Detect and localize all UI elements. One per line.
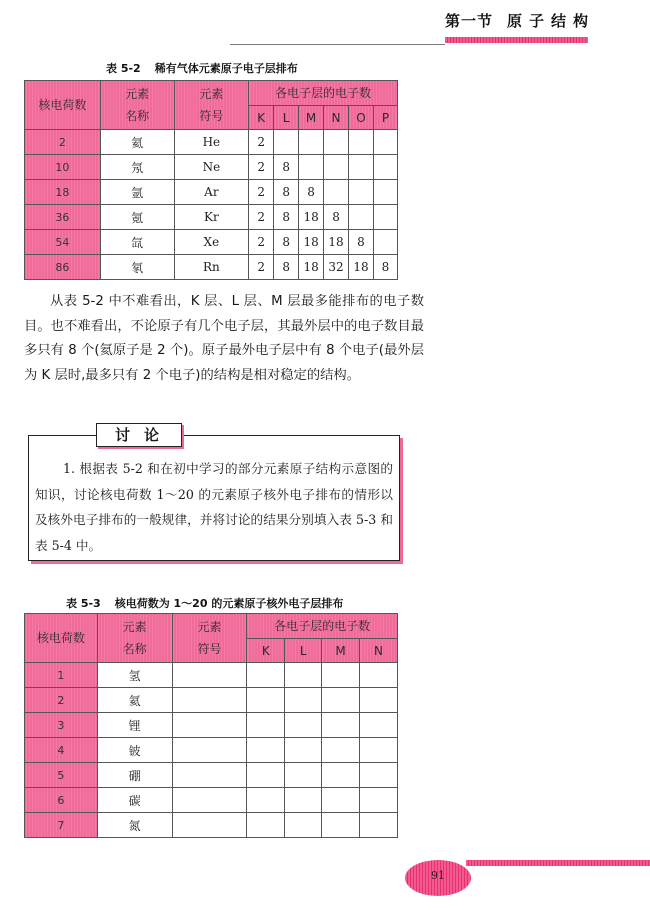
cell-symbol[interactable] <box>172 788 247 813</box>
cell-symbol[interactable] <box>172 663 247 688</box>
caption-number: 表 5-2 <box>106 62 141 75</box>
header-shell-p: P <box>373 106 397 130</box>
cell-n <box>324 155 349 180</box>
cell-name: 氙 <box>100 230 174 255</box>
cell-charge: 54 <box>25 230 101 255</box>
page-number: 91 <box>431 869 445 882</box>
cell-k[interactable] <box>247 713 285 738</box>
cell-charge: 10 <box>25 155 101 180</box>
header-shell-n: N <box>360 639 398 663</box>
cell-l[interactable] <box>285 688 322 713</box>
cell-symbol[interactable] <box>172 813 247 838</box>
table-row <box>25 255 398 280</box>
cell-l[interactable] <box>285 763 322 788</box>
header-shell-l: L <box>285 639 322 663</box>
cell-n <box>324 180 349 205</box>
caption-title: 稀有气体元素原子电子层排布 <box>154 62 298 75</box>
header-shells-group: 各电子层的电子数 <box>249 81 398 106</box>
cell-symbol[interactable] <box>172 713 247 738</box>
section-title: 原子结构 <box>507 12 596 30</box>
header-divider <box>230 44 445 45</box>
cell-p: 8 <box>373 255 397 280</box>
cell-charge: 2 <box>25 688 98 713</box>
cell-o: 8 <box>349 230 374 255</box>
header-shell-k: K <box>247 639 285 663</box>
header-element-symbol: 元素 符号 <box>174 81 249 130</box>
cell-o: 18 <box>349 255 374 280</box>
cell-n[interactable] <box>360 788 398 813</box>
caption-title: 核电荷数为 1～20 的元素原子核外电子层排布 <box>114 597 344 610</box>
cell-n[interactable] <box>360 688 398 713</box>
cell-m: 18 <box>299 205 324 230</box>
footer-pink-stripe <box>466 860 650 866</box>
cell-k: 2 <box>249 180 274 205</box>
cell-charge: 86 <box>25 255 101 280</box>
cell-p <box>373 180 397 205</box>
cell-k: 2 <box>249 155 274 180</box>
cell-name: 铍 <box>97 738 172 763</box>
cell-p <box>373 230 397 255</box>
header-element-name: 元素 名称 <box>97 614 172 663</box>
cell-k: 2 <box>249 230 274 255</box>
cell-name: 氪 <box>100 205 174 230</box>
cell-m[interactable] <box>322 713 360 738</box>
cell-l: 8 <box>274 155 299 180</box>
table-row <box>25 130 398 155</box>
body-paragraph: 从表 5-2 中不难看出，K 层、L 层、M 层最多能排布的电子数目。也不难看出，不论原子有几个电子层，其最外层中的电子数目最多只有 8 个(氦原子是 2 个)。原子最外电子层中有 8 个电子(最外层为 K 层时,最多只有 2 个电子)的结构是相对稳定的结构。 <box>24 294 424 383</box>
cell-n[interactable] <box>360 763 398 788</box>
cell-charge: 6 <box>25 788 98 813</box>
cell-name: 氦 <box>97 688 172 713</box>
cell-n: 18 <box>324 230 349 255</box>
cell-l[interactable] <box>285 813 322 838</box>
cell-charge: 7 <box>25 813 98 838</box>
cell-name: 氖 <box>100 155 174 180</box>
cell-k: 2 <box>249 255 274 280</box>
header-shell-o: O <box>349 106 374 130</box>
cell-k[interactable] <box>247 663 285 688</box>
cell-charge: 36 <box>25 205 101 230</box>
chapter-section-title <box>445 10 595 31</box>
cell-symbol[interactable] <box>172 738 247 763</box>
cell-n[interactable] <box>360 813 398 838</box>
header-element-symbol: 元素 符号 <box>172 614 247 663</box>
cell-o <box>349 155 374 180</box>
cell-k: 2 <box>249 205 274 230</box>
cell-symbol: Xe <box>174 230 249 255</box>
table-row <box>25 688 398 713</box>
cell-p <box>373 130 397 155</box>
cell-charge: 4 <box>25 738 98 763</box>
cell-m: 18 <box>299 230 324 255</box>
cell-symbol[interactable] <box>172 688 247 713</box>
cell-m[interactable] <box>322 763 360 788</box>
cell-name: 硼 <box>97 763 172 788</box>
table-row <box>25 205 398 230</box>
cell-symbol: He <box>174 130 249 155</box>
cell-n[interactable] <box>360 738 398 763</box>
table-5-2-caption <box>106 60 298 76</box>
cell-l: 8 <box>274 205 299 230</box>
cell-symbol: Kr <box>174 205 249 230</box>
header-shells-group: 各电子层的电子数 <box>247 614 398 639</box>
header-shell-n: N <box>324 106 349 130</box>
cell-name: 碳 <box>97 788 172 813</box>
caption-number: 表 5-3 <box>66 597 101 610</box>
header-element-name: 元素 名称 <box>100 81 174 130</box>
cell-l: 8 <box>274 180 299 205</box>
noble-gas-electron-table <box>24 80 398 280</box>
header-shell-k: K <box>249 106 274 130</box>
cell-l: 8 <box>274 255 299 280</box>
table-row <box>25 713 398 738</box>
cell-o <box>349 130 374 155</box>
cell-m[interactable] <box>322 738 360 763</box>
cell-p <box>373 205 397 230</box>
table-row <box>25 180 398 205</box>
table-row <box>25 230 398 255</box>
header-shell-m: M <box>299 106 324 130</box>
cell-p <box>373 155 397 180</box>
header-pink-stripe <box>445 37 588 43</box>
header-charge: 核电荷数 <box>25 81 101 130</box>
table-row <box>25 738 398 763</box>
electron-shell-fill-table <box>24 613 398 838</box>
cell-symbol[interactable] <box>172 763 247 788</box>
cell-l: 8 <box>274 230 299 255</box>
cell-n <box>324 130 349 155</box>
cell-name: 氦 <box>100 130 174 155</box>
cell-name: 氡 <box>100 255 174 280</box>
cell-charge: 2 <box>25 130 101 155</box>
table-row <box>25 663 398 688</box>
cell-charge: 18 <box>25 180 101 205</box>
discussion-label: 讨论 <box>96 423 182 447</box>
cell-symbol: Ar <box>174 180 249 205</box>
table-row <box>25 763 398 788</box>
cell-l[interactable] <box>285 738 322 763</box>
cell-m <box>299 155 324 180</box>
cell-name: 氢 <box>97 663 172 688</box>
cell-n: 8 <box>324 205 349 230</box>
cell-charge: 5 <box>25 763 98 788</box>
cell-name: 氩 <box>100 180 174 205</box>
discussion-box <box>28 435 400 561</box>
cell-charge: 3 <box>25 713 98 738</box>
cell-m[interactable] <box>322 813 360 838</box>
cell-name: 锂 <box>97 713 172 738</box>
cell-n[interactable] <box>360 663 398 688</box>
discussion-text: 1. 根据表 5-2 和在初中学习的部分元素原子结构示意图的知识，讨论核电荷数 1～20 的元素原子核外电子排布的情形以及核外电子排布的一般规律，并将讨论的结果分别填入表 5-3 和表 5-4 中。 <box>35 461 393 553</box>
table-5-3-caption <box>66 595 343 611</box>
header-shell-m: M <box>322 639 360 663</box>
cell-m[interactable] <box>322 663 360 688</box>
cell-n[interactable] <box>360 713 398 738</box>
cell-m <box>299 130 324 155</box>
cell-symbol: Rn <box>174 255 249 280</box>
cell-name: 氮 <box>97 813 172 838</box>
cell-symbol: Ne <box>174 155 249 180</box>
page-number-badge <box>405 860 471 896</box>
section-number: 第一节 <box>445 12 494 30</box>
table-row <box>25 788 398 813</box>
cell-m: 18 <box>299 255 324 280</box>
cell-o <box>349 205 374 230</box>
cell-m[interactable] <box>322 788 360 813</box>
cell-n: 32 <box>324 255 349 280</box>
cell-l[interactable] <box>285 788 322 813</box>
cell-k[interactable] <box>247 738 285 763</box>
cell-k[interactable] <box>247 763 285 788</box>
table-row <box>25 813 398 838</box>
cell-k[interactable] <box>247 688 285 713</box>
cell-m[interactable] <box>322 688 360 713</box>
cell-l <box>274 130 299 155</box>
cell-l[interactable] <box>285 663 322 688</box>
header-shell-l: L <box>274 106 299 130</box>
cell-l[interactable] <box>285 713 322 738</box>
cell-charge: 1 <box>25 663 98 688</box>
cell-k[interactable] <box>247 788 285 813</box>
header-charge: 核电荷数 <box>25 614 98 663</box>
cell-k: 2 <box>249 130 274 155</box>
cell-o <box>349 180 374 205</box>
cell-k[interactable] <box>247 813 285 838</box>
table-row <box>25 155 398 180</box>
cell-m: 8 <box>299 180 324 205</box>
